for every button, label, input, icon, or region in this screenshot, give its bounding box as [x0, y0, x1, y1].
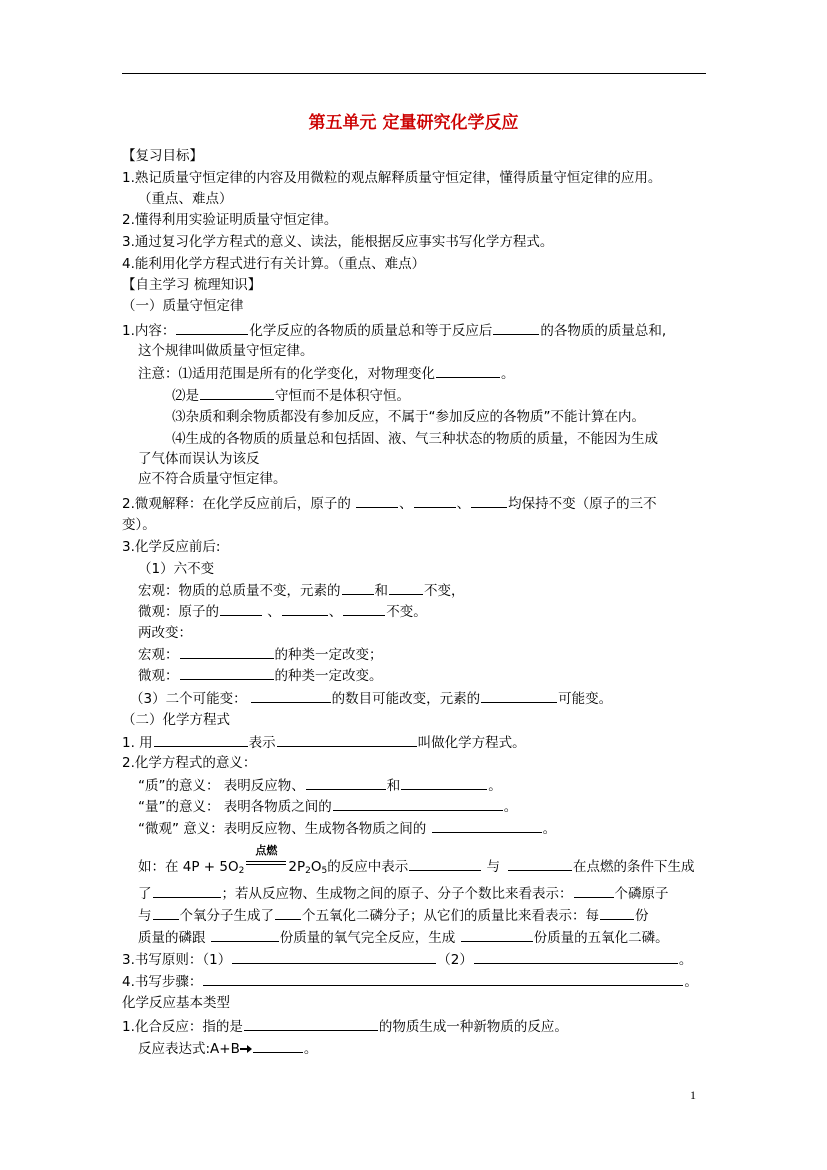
blank[interactable] — [574, 883, 614, 898]
example-line-4: 质量的磷跟 份质量的氧气完全反应，生成 份质量的五氧化二磷。 — [138, 927, 669, 947]
blank[interactable] — [200, 385, 274, 400]
micro-unchanged: 微观：原子的 、 、 不变。 — [138, 601, 427, 621]
equation-def: 1. 用 表示 叫做化学方程式。 — [122, 732, 526, 752]
blank[interactable] — [409, 856, 481, 871]
example-line-1: 如：在 $4P + 5O_2$ 点燃 $2P_2O_5$的反应中表示 与 在点燃的条件下生成 — [138, 844, 695, 876]
note-3: ⑶杂质和剩余物质都没有参加反应，不属于“参加反应的各物质”不能计算在内。 — [172, 409, 645, 425]
blank[interactable] — [282, 601, 328, 616]
blank[interactable] — [333, 796, 503, 811]
writing-steps: 4.书写步骤： 。 — [122, 971, 698, 991]
blank[interactable] — [474, 949, 678, 964]
micro-explain: 2.微观解释：在化学反应前后，原子的 、 、 均保持不变（原子的三不 — [122, 493, 657, 513]
micro-change: 微观： 的种类一定改变。 — [138, 665, 383, 685]
blank[interactable] — [401, 775, 487, 790]
blank[interactable] — [277, 732, 417, 747]
note-4-cont2: 应不符合质量守恒定律。 — [138, 471, 287, 487]
example-line-2: 了 ；若从反应物、生成物之间的原子、分子个数比来看表示： 个磷原子 — [138, 883, 669, 903]
blank[interactable] — [244, 1016, 378, 1031]
note-4-cont: 了气体而误认为该反 — [138, 451, 260, 467]
section-review-goals: 【复习目标】 — [122, 148, 203, 164]
arrow-icon — [240, 1045, 252, 1053]
blank[interactable] — [481, 688, 557, 703]
meaning-quality: “质”的意义： 表明反应物、 和 。 — [138, 775, 502, 795]
note-2: ⑵是 守恒而不是体积守恒。 — [172, 385, 410, 405]
blank[interactable] — [356, 493, 398, 508]
blank[interactable] — [154, 732, 248, 747]
blank[interactable] — [176, 320, 248, 335]
meaning-quantity: “量”的意义： 表明各物质之间的 。 — [138, 796, 517, 816]
reaction-arrow: 点燃 — [246, 857, 286, 871]
blank[interactable] — [414, 493, 456, 508]
content-line-2: 这个规律叫做质量守恒定律。 — [138, 343, 314, 359]
blank[interactable] — [203, 971, 683, 986]
possible-changes: （3）二个可能变： 的数目可能改变，元素的 可能变。 — [130, 688, 612, 708]
blank[interactable] — [600, 905, 634, 920]
page-title: 第五单元 定量研究化学反应 — [308, 113, 519, 133]
blank[interactable] — [436, 363, 500, 378]
blank[interactable] — [180, 644, 274, 659]
combination-reaction: 1.化合反应：指的是 的物质生成一种新物质的反应。 — [122, 1016, 568, 1036]
six-unchanged: （1）六不变 — [138, 561, 215, 577]
reaction-types-heading: 化学反应基本类型 — [122, 995, 230, 1011]
blank[interactable] — [220, 601, 262, 616]
before-after-heading: 3.化学反应前后: — [122, 539, 221, 555]
macro-change: 宏观： 的种类一定改变； — [138, 644, 383, 664]
blank[interactable] — [343, 601, 385, 616]
part-1-heading: （一）质量守恒定律 — [122, 298, 244, 314]
two-changes: 两改变： — [138, 625, 192, 641]
blank[interactable] — [153, 883, 221, 898]
blank[interactable] — [180, 665, 274, 680]
reaction-expression: 反应表达式:A+B 。 — [138, 1038, 317, 1058]
macro-unchanged: 宏观：物质的总质量不变，元素的 和 不变， — [138, 580, 465, 600]
note-1: 注意：⑴适用范围是所有的化学变化，对物理变化 。 — [138, 363, 515, 383]
page-number: 1 — [690, 1088, 696, 1102]
blank[interactable] — [232, 949, 436, 964]
goal-3: 3.通过复习化学方程式的意义、读法，能根据反应事实书写化学方程式。 — [122, 234, 554, 250]
blank[interactable] — [153, 905, 179, 920]
blank[interactable] — [253, 1038, 303, 1053]
writing-principles: 3.书写原则：（1） （2） 。 — [122, 949, 692, 969]
blank[interactable] — [251, 688, 331, 703]
goal-4: 4.能利用化学方程式进行有关计算。（重点、难点） — [122, 256, 426, 272]
blank[interactable] — [508, 856, 572, 871]
blank[interactable] — [461, 927, 533, 942]
blank[interactable] — [275, 905, 301, 920]
goal-2: 2.懂得利用实验证明质量守恒定律。 — [122, 212, 338, 228]
micro-explain-cont: 变）。 — [122, 517, 156, 533]
part-2-heading: （二）化学方程式 — [122, 712, 230, 728]
blank[interactable] — [389, 580, 423, 595]
header-rule — [122, 73, 706, 74]
blank[interactable] — [432, 818, 542, 833]
blank[interactable] — [342, 580, 374, 595]
goal-1: 1.熟记质量守恒定律的内容及用微粒的观点解释质量守恒定律，懂得质量守恒定律的应用。 — [122, 170, 662, 186]
equation-meaning: 2.化学方程式的意义： — [122, 755, 257, 771]
meaning-micro: “微观” 意义：表明反应物、生成物各物质之间的 。 — [138, 818, 556, 838]
goal-1-note: （重点、难点） — [138, 191, 233, 207]
blank[interactable] — [306, 775, 386, 790]
example-line-3: 与 个氧分子生成了 个五氧化二磷分子；从它们的质量比来看表示：每 份 — [138, 905, 649, 925]
blank[interactable] — [471, 493, 507, 508]
blank[interactable] — [211, 927, 279, 942]
section-self-study: 【自主学习 梳理知识】 — [122, 277, 262, 293]
blank[interactable] — [493, 320, 539, 335]
content-line: 1.内容： 化学反应的各物质的质量总和等于反应后 的各物质的质量总和, — [122, 320, 666, 340]
note-4: ⑷生成的各物质的质量总和包括固、液、气三种状态的物质的质量，不能因为生成 — [172, 431, 658, 447]
